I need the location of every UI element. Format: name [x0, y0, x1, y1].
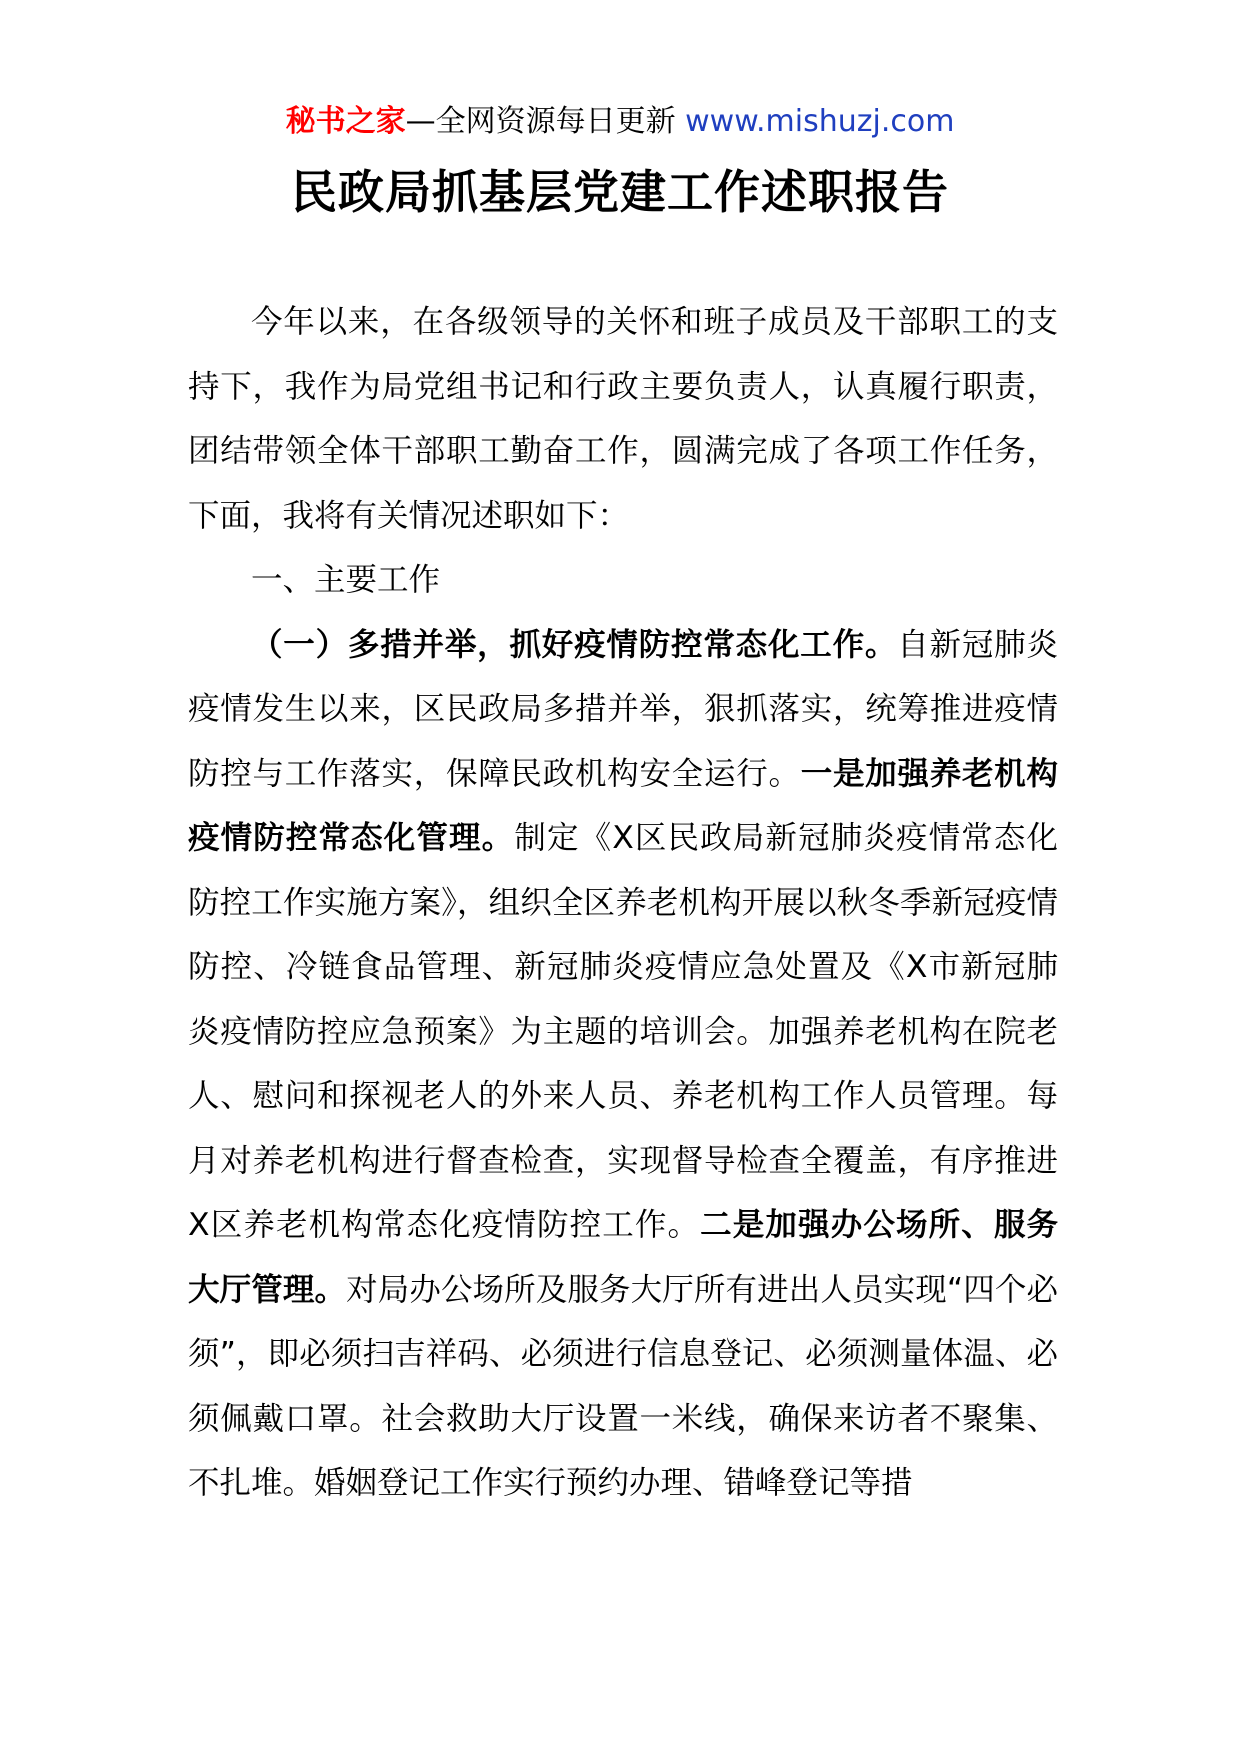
site-slogan: —全网资源每日更新	[405, 104, 686, 139]
intro-paragraph: 今年以来，在各级领导的关怀和班子成员及干部职工的支持下，我作为局党组书记和行政主要负责人，认真履行职责，团结带领全体干部职工勤奋工作，圆满完成了各项工作任务，下面，我将有关情况述职如下：	[188, 304, 1058, 534]
point1-heading: 一是加强养老机构疫情防控常态化管理。	[188, 755, 1058, 856]
site-url[interactable]: www.mishuzj.com	[685, 104, 955, 139]
site-banner	[0, 100, 1240, 144]
point1-text: 制定《X区民政局新冠肺炎疫情常态化防控工作实施方案》，组织全区养老机构开展以秋冬季新冠疫情防控、冷链食品管理、新冠肺炎疫情应急处置及《X市新冠肺炎疫情防控应急预案》为主题的培训会。加强养老机构在院老人、慰问和探视老人的外来人员、养老机构工作人员管理。每月对养老机构进行督查检查，实现督导检查全覆盖，有序推进X区养老机构常态化疫情防控工作。	[188, 820, 1058, 1243]
site-brand: 秘书之家	[285, 104, 406, 139]
document-title: 民政局抓基层党建工作述职报告	[291, 165, 949, 219]
item-heading: （一）多措并举，抓好疫情防控常态化工作。	[251, 626, 898, 663]
section-heading: 一、主要工作	[251, 562, 441, 598]
point2-heading: 二是加强办公场所、服务大厅管理。	[188, 1207, 1058, 1308]
document-body	[188, 290, 1058, 1516]
point2-text: 对局办公场所及服务大厅所有进出人员实现“四个必须”，即必须扫吉祥码、必须进行信息登记、必须测量体温、必须佩戴口罩。社会救助大厅设置一米线，确保来访者不聚集、不扎堆。婚姻登记工作实行预约办理、错峰登记等措	[188, 1271, 1058, 1501]
item-paragraph	[188, 613, 1058, 1516]
item-text: 自新冠肺炎疫情发生以来，区民政局多措并举，狠抓落实，统筹推进疫情防控与工作落实，保障民政机构安全运行。	[188, 626, 1058, 792]
